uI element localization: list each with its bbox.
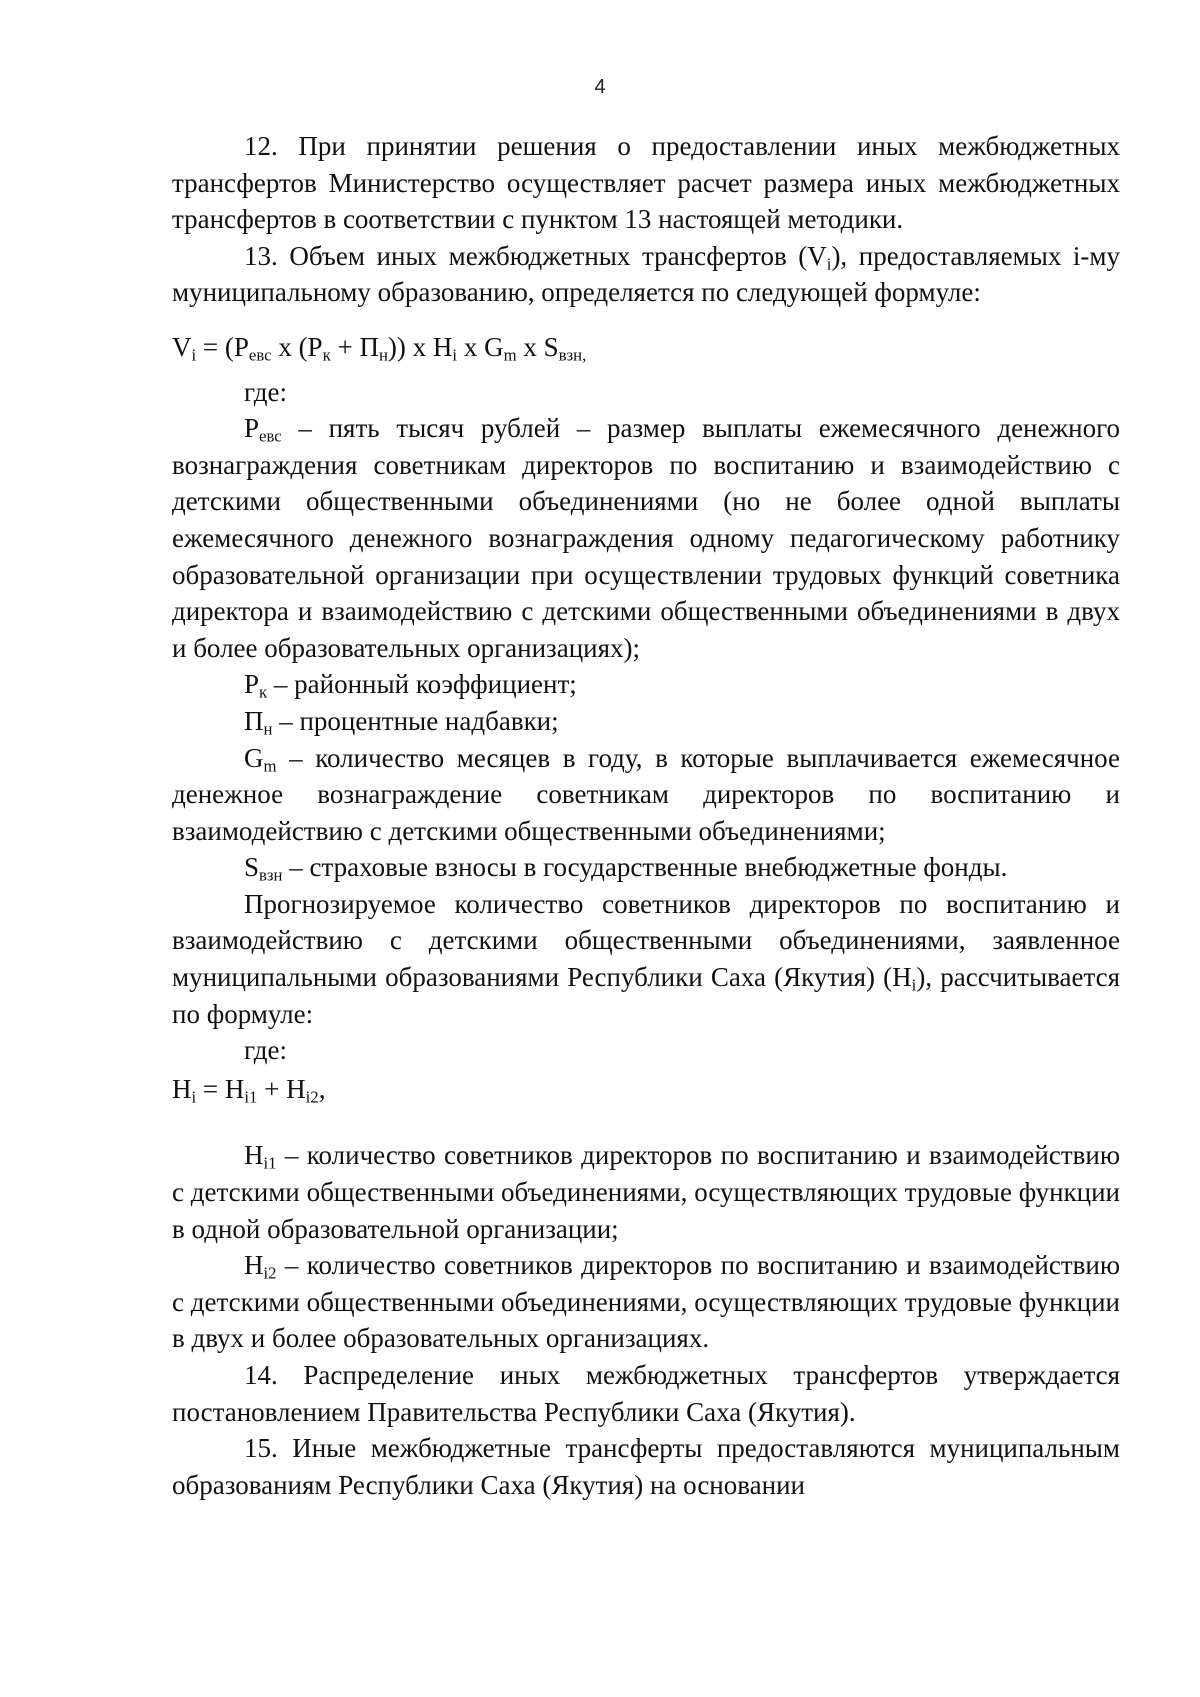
subscript: i2	[305, 1087, 319, 1107]
definition-text: – количество советников директоров по воспитанию и взаимодействию с детскими общественными объединениями, осуществляющих трудовые функции в одной образовательной организации;	[172, 1140, 1120, 1244]
definition-text: – процентные надбавки;	[272, 705, 559, 736]
subscript: i	[191, 345, 197, 365]
paragraph-15: 15. Иные межбюджетные трансферты предоставляются муниципальным образованиям Республики Саха (Якутия) на основании	[172, 1433, 1120, 1500]
paragraph-13-text-end: ), предоставляемых i-му муниципальному образованию, определяется по следующей формуле:	[172, 240, 1120, 308]
definition-pn	[172, 703, 1120, 740]
formula-part: + H	[257, 1073, 306, 1104]
subscript: взн	[259, 865, 283, 885]
definition-gm	[172, 740, 1120, 850]
definition-text: – количество советников директоров по воспитанию и взаимодействию с детскими общественными объединениями, осуществляющих трудовые функции в двух и более образовательных организациях.	[172, 1250, 1120, 1354]
subscript: m	[263, 756, 277, 776]
formula-symbol: V	[172, 331, 192, 362]
definition-symbol: P	[244, 413, 260, 444]
definition-symbol: H	[244, 1140, 264, 1171]
formula-part: + П	[330, 331, 379, 362]
subscript: i1	[263, 1154, 277, 1174]
subscript: i	[911, 975, 917, 995]
document-body	[172, 128, 1120, 1503]
formula-part: ,	[318, 1073, 326, 1104]
paragraph-12: 12. При принятии решения о предоставлении иных межбюджетных трансфертов Министерство осуществляет расчет размера иных межбюджетных трансфертов в соответствии с пунктом 13 настоящей методики.	[172, 131, 1120, 235]
definition-text: – количество месяцев в году, в которые выплачивается ежемесячное денежное вознаграждение советникам директоров по воспитанию и взаимодействию с детскими общественными объединениями;	[172, 742, 1120, 846]
subscript: i	[191, 1087, 197, 1107]
formula-symbol: H	[172, 1073, 192, 1104]
subscript: к	[259, 682, 268, 702]
page-number: 4	[594, 76, 606, 98]
forecast-text: Прогнозируемое количество советников директоров по воспитанию и взаимодействию с детскими общественными объединениями, заявленное муниципальными образованиями Республики Саха (Якутия) (H	[172, 888, 1120, 993]
forecast-text-end: ), рассчитывается по формуле:	[172, 962, 1120, 1029]
where-label: где:	[244, 376, 287, 407]
subscript: н	[263, 719, 273, 739]
definition-symbol: H	[244, 1250, 264, 1281]
formula-part: х (P	[271, 331, 323, 362]
formula-part: х S	[516, 331, 559, 362]
paragraph-13-text: 13. Объем иных межбюджетных трансфертов (V	[244, 240, 827, 271]
formula-part: = H	[196, 1073, 245, 1104]
subscript: к	[322, 345, 331, 365]
definition-text: – пять тысяч рублей – размер выплаты ежемесячного денежного вознаграждения советникам директоров по воспитанию и взаимодействию с детскими общественными объединениями (но не более одной выплаты ежемесячного денежного вознаграждения одному педагогическому работнику образовательной организации при осуществлении трудовых функций советника директора и взаимодействию с детскими общественными объединениями в двух и более образовательных организациях);	[172, 413, 1120, 663]
formula-volume	[172, 329, 1120, 366]
paragraph-forecast	[172, 886, 1120, 1032]
subscript: i1	[244, 1087, 258, 1107]
definition-symbol: S	[244, 852, 260, 883]
formula-part: )) х H	[387, 331, 453, 362]
where-label: где:	[244, 1035, 287, 1066]
subscript: евс	[259, 426, 282, 446]
subscript: i	[826, 254, 832, 274]
definition-text: – страховые взносы в государственные внебюджетные фонды.	[282, 852, 1008, 883]
subscript: m	[503, 345, 517, 365]
subscript: i2	[263, 1263, 277, 1283]
subscript: н	[378, 345, 388, 365]
definition-hi2	[172, 1247, 1120, 1357]
definition-symbol: G	[244, 742, 264, 773]
subscript: взн,	[558, 345, 587, 365]
definition-symbol: П	[244, 705, 264, 736]
definition-svzn	[172, 849, 1120, 886]
subscript: евс	[248, 345, 272, 365]
definition-hi1	[172, 1137, 1120, 1247]
formula-count	[172, 1071, 1120, 1108]
formula-part: = (P	[196, 331, 249, 362]
definition-symbol: P	[244, 669, 260, 700]
paragraph-14: 14. Распределение иных межбюджетных трансфертов утверждается постановлением Правительства Республики Саха (Якутия).	[172, 1360, 1120, 1427]
definition-pevs	[172, 410, 1120, 666]
paragraph-13	[172, 238, 1120, 311]
definition-text: – районный коэффициент;	[267, 669, 577, 700]
subscript: i	[452, 345, 458, 365]
formula-part: х G	[457, 331, 504, 362]
definition-pk	[172, 666, 1120, 703]
